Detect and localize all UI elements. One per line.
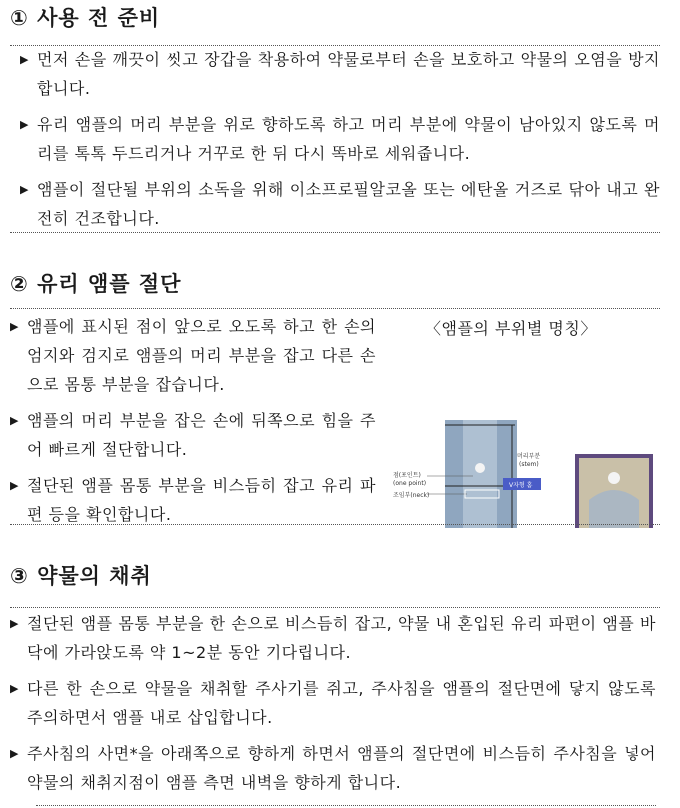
ampoule-dot-icon: [475, 463, 485, 473]
list-item: ▶ 앰플의 머리 부분을 잡은 손에 뒤쪽으로 힘을 주어 빠르게 절단합니다.: [4, 406, 376, 464]
label-neck: 조임부(neck): [393, 492, 430, 499]
section-divider: [10, 524, 660, 525]
section-title-extraction: ③ 약물의 채취: [10, 564, 152, 588]
list-item: ▶ 주사침의 사면*을 아래쪽으로 향하게 하면서 앰플의 절단면에 비스듬히 주사침을 넣어 약물의 채취지점이 앰플 측면 내벽을 향하게 합니다.: [4, 739, 656, 797]
label-head-en: (stem): [519, 461, 539, 468]
ampoule-diagram: [385, 420, 665, 528]
bullet-arrow-icon: ▶: [10, 320, 19, 333]
list-item: ▶ 절단된 앰플 몸통 부분을 한 손으로 비스듬히 잡고, 약물 내 혼입된 유리 파편이 앰플 바닥에 가라앉도록 약 1~2분 동안 기다립니다.: [4, 609, 656, 667]
list-item: ▶ 앰플에 표시된 점이 앞으로 오도록 하고 한 손의 엄지와 검지로 앰플의 머리 부분을 잡고 다른 손으로 몸통 부분을 잡습니다.: [4, 312, 376, 399]
label-head: 머리부분: [517, 453, 541, 460]
label-vtype: V자형 홈: [509, 482, 533, 489]
list-item: ▶ 다른 한 손으로 약물을 채취할 주사기를 쥐고, 주사침을 앰플의 절단면에 닿지 않도록 주의하면서 앰플 내로 삽입합니다.: [4, 674, 656, 732]
cutting-list: [4, 312, 376, 536]
bullet-arrow-icon: ▶: [10, 414, 19, 427]
label-point: 점(포인트): [393, 472, 421, 479]
section-divider: [10, 308, 660, 309]
bullet-arrow-icon: ▶: [20, 183, 29, 196]
bullet-arrow-icon: ▶: [20, 118, 29, 131]
bullet-arrow-icon: ▶: [10, 747, 19, 760]
bullet-arrow-icon: ▶: [10, 617, 19, 630]
section-divider: [36, 805, 656, 806]
ampoule-closeup-dot-icon: [608, 472, 620, 484]
section-title-preparation: ① 사용 전 준비: [10, 6, 161, 30]
list-item: ▶ 유리 앰플의 머리 부분을 위로 향하도록 하고 머리 부분에 약물이 남아있지 않도록 머리를 톡톡 두드리거나 거꾸로 한 뒤 다시 똑바로 세워줍니다.: [14, 110, 660, 168]
section-title-cutting: ② 유리 앰플 절단: [10, 272, 182, 296]
section-divider: [10, 607, 660, 608]
figure-caption: 〈앰플의 부위별 명칭〉: [425, 319, 597, 338]
bullet-arrow-icon: ▶: [10, 682, 19, 695]
label-point-en: (one point): [393, 480, 427, 487]
extraction-list: [4, 609, 656, 804]
list-item: ▶ 앰플이 절단될 부위의 소독을 위해 이소프로필알코올 또는 에탄올 거즈로 닦아 내고 완전히 건조합니다.: [14, 175, 660, 233]
bullet-arrow-icon: ▶: [20, 53, 29, 66]
bullet-arrow-icon: ▶: [10, 479, 19, 492]
section-divider: [10, 232, 660, 233]
list-item: ▶ 먼저 손을 깨끗이 씻고 장갑을 착용하여 약물로부터 손을 보호하고 약물의 오염을 방지합니다.: [14, 45, 660, 103]
preparation-list: [14, 45, 660, 240]
list-item: ▶ 절단된 앰플 몸통 부분을 비스듬히 잡고 유리 파편 등을 확인합니다.: [4, 471, 376, 529]
